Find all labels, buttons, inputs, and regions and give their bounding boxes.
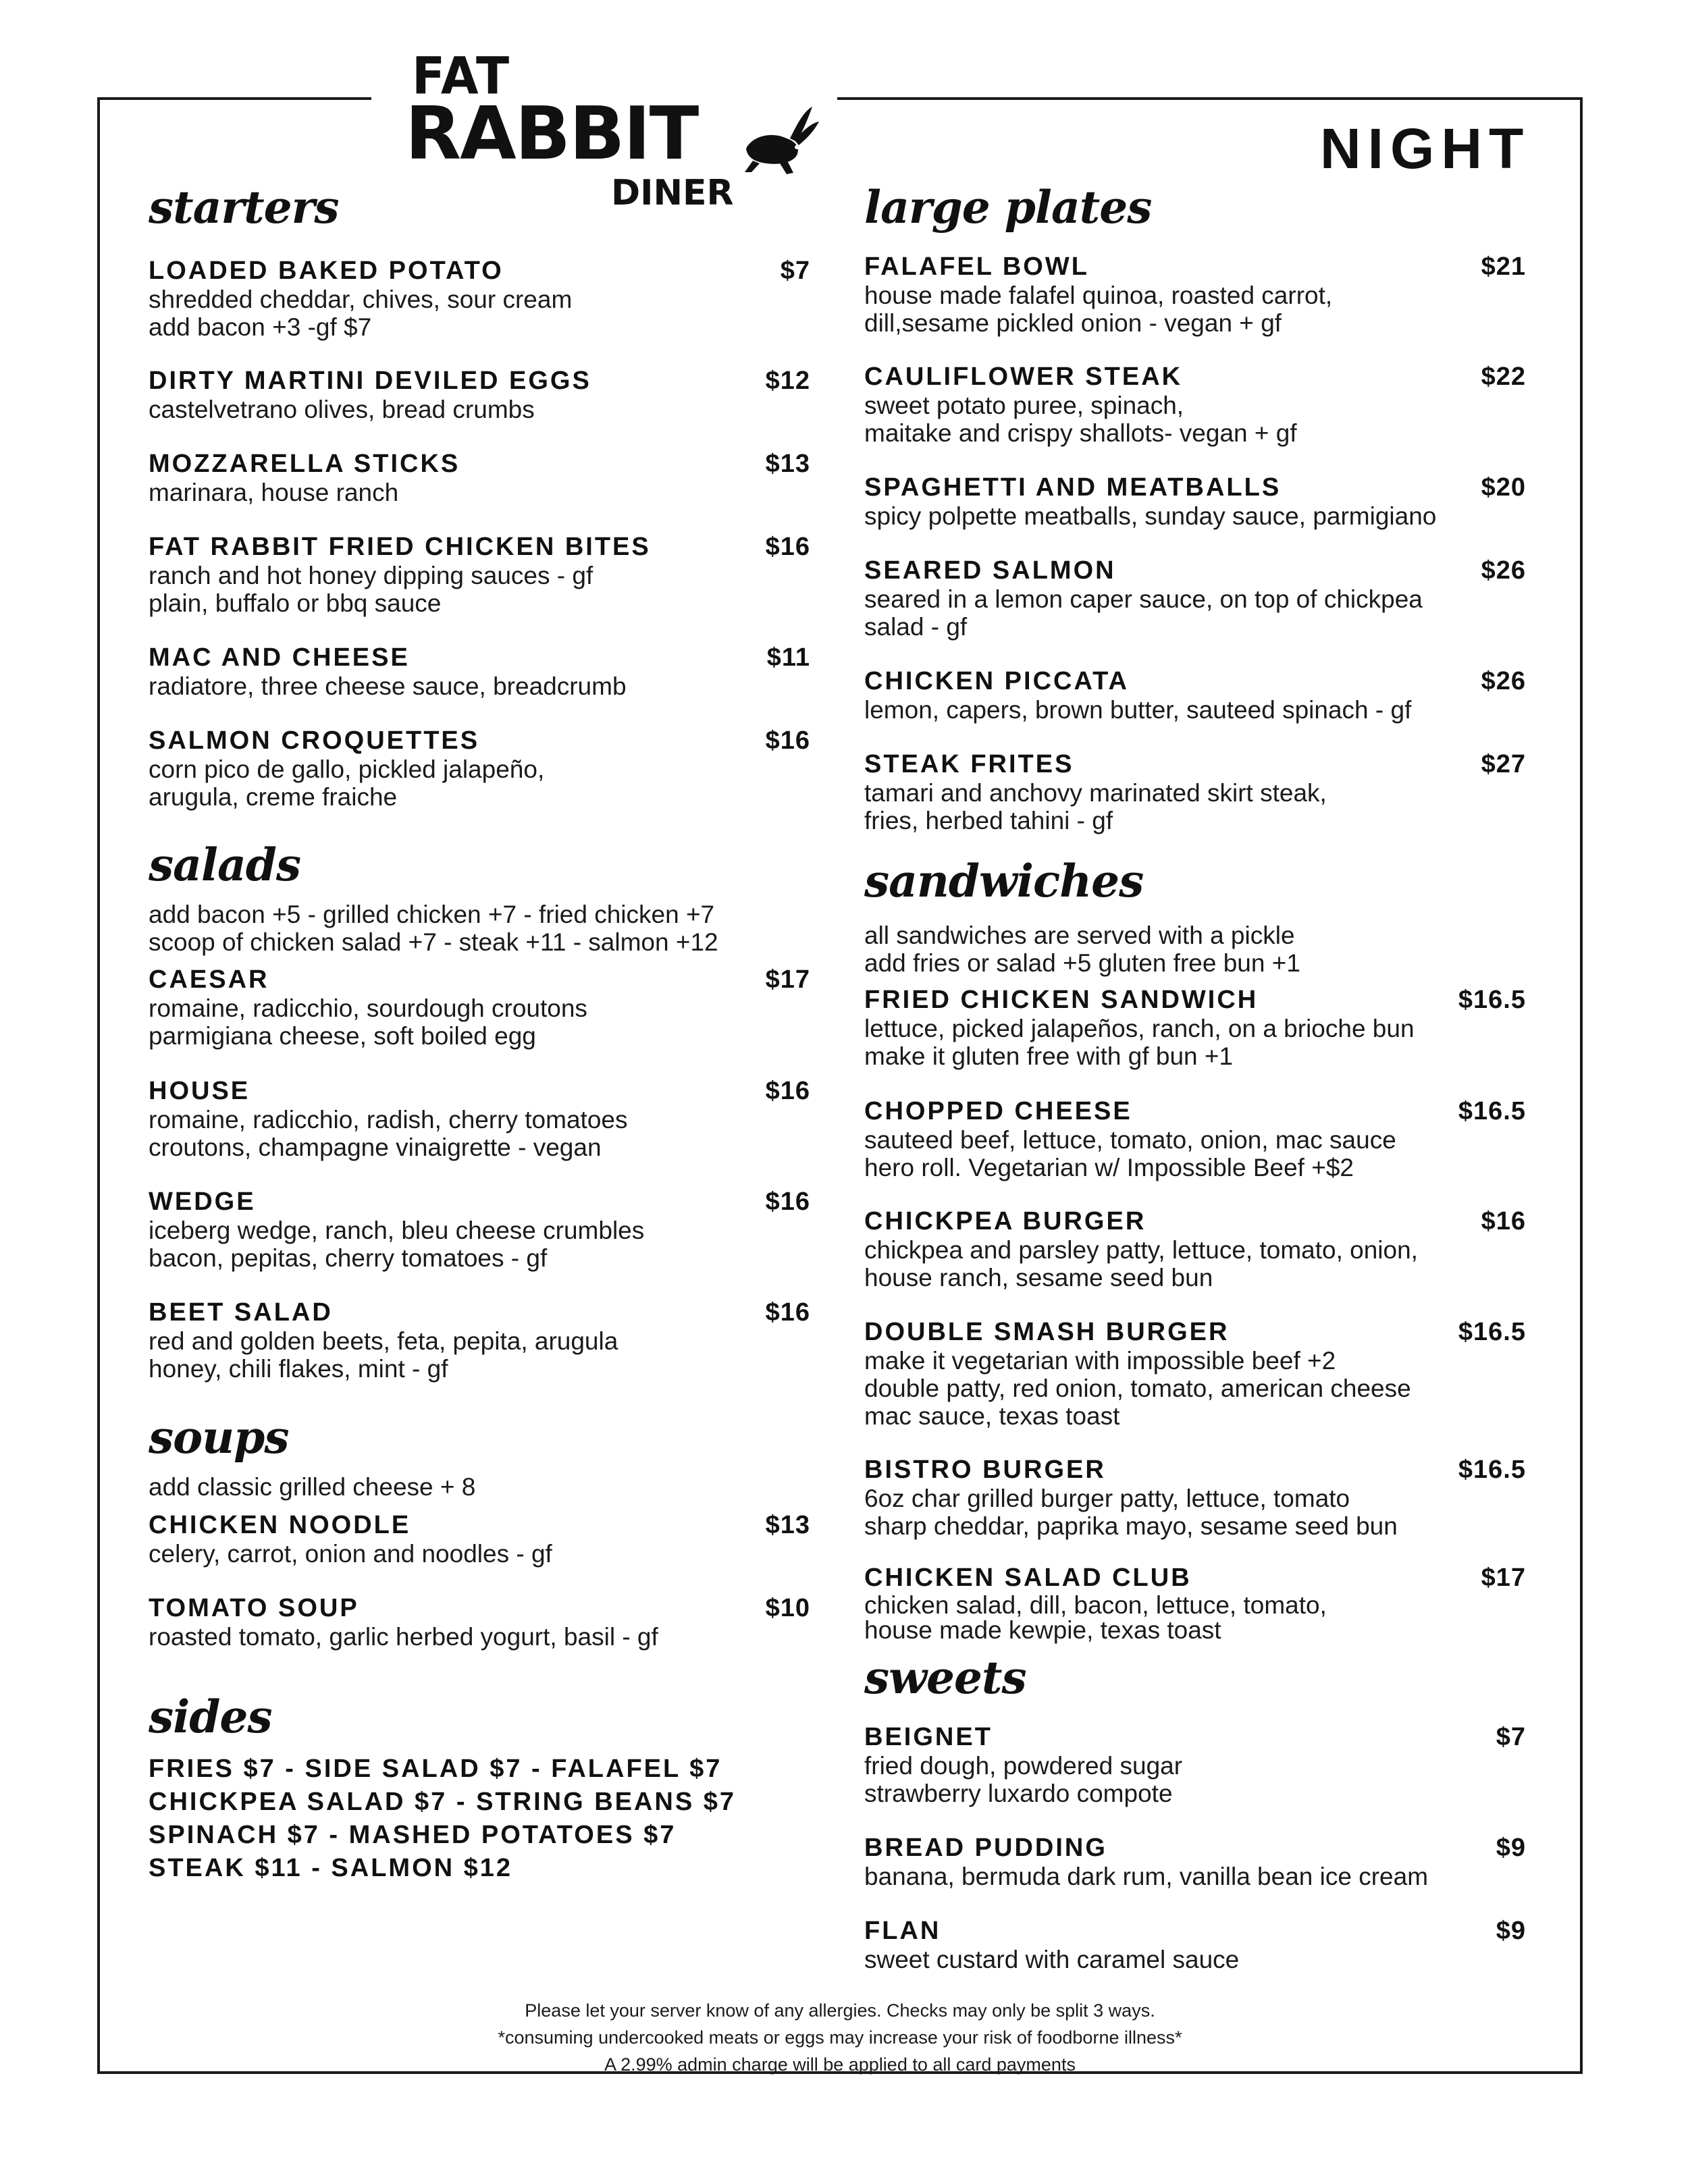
item-description: corn pico de gallo, pickled jalapeño, arugula, creme fraiche — [149, 755, 545, 811]
item-price: $16 — [765, 1188, 810, 1216]
item-name: BREAD PUDDING — [864, 1834, 1107, 1862]
item-name: FRIED CHICKEN SANDWICH — [864, 986, 1259, 1014]
menu-item — [149, 965, 810, 1050]
item-description: spicy polpette meatballs, sunday sauce, parmigiano — [864, 502, 1437, 530]
menu-item — [149, 1298, 810, 1383]
item-price: $10 — [765, 1594, 810, 1622]
item-description: castelvetrano olives, bread crumbs — [149, 396, 535, 423]
item-price: $26 — [1481, 667, 1526, 695]
item-name: FALAFEL BOWL — [864, 252, 1089, 281]
menu-item — [864, 1917, 1526, 1973]
item-name: CHOPPED CHEESE — [864, 1097, 1132, 1125]
item-name: SEARED SALMON — [864, 556, 1116, 585]
item-name: DOUBLE SMASH BURGER — [864, 1318, 1230, 1346]
item-description: make it vegetarian with impossible beef +2 double patty, red onion, tomato, american cheese mac sauce, texas toast — [864, 1347, 1411, 1430]
item-name: FAT RABBIT FRIED CHICKEN BITES — [149, 533, 651, 561]
footer-health-warning: *consuming undercooked meats or eggs may increase your risk of foodborne illness* — [498, 2027, 1182, 2048]
item-price: $11 — [766, 643, 810, 672]
item-description: marinara, house ranch — [149, 479, 399, 506]
item-price: $16 — [765, 533, 810, 561]
item-description: tamari and anchovy marinated skirt steak, fries, herbed tahini - gf — [864, 779, 1327, 834]
logo-diner: DINER — [611, 173, 734, 213]
menu-item — [149, 367, 810, 423]
menu-item — [864, 1564, 1526, 1643]
section-title-large-plates: large plates — [864, 181, 1152, 234]
item-description: banana, bermuda dark rum, vanilla bean ice cream — [864, 1863, 1429, 1890]
menu-item — [864, 363, 1526, 447]
menu-item — [149, 1188, 810, 1272]
menu-item — [864, 1097, 1526, 1181]
item-description: roasted tomato, garlic herbed yogurt, basil - gf — [149, 1623, 658, 1651]
menu-item — [149, 1594, 810, 1651]
service-label: NIGHT — [1320, 117, 1531, 180]
item-price: $16.5 — [1458, 986, 1526, 1014]
menu-item — [864, 473, 1526, 530]
item-description: sweet potato puree, spinach, maitake and crispy shallots- vegan + gf — [864, 392, 1297, 447]
section-title-starters: starters — [149, 181, 339, 234]
rabbit-icon — [733, 101, 820, 176]
item-name: HOUSE — [149, 1077, 250, 1105]
section-title-sweets: sweets — [864, 1651, 1026, 1704]
salads-addons-note: add bacon +5 - grilled chicken +7 - fried chicken +7 scoop of chicken salad +7 - steak +11 - salmon +12 — [149, 901, 718, 956]
item-description: lemon, capers, brown butter, sauteed spinach - gf — [864, 696, 1412, 724]
item-price: $9 — [1496, 1834, 1526, 1862]
item-name: CHICKEN NOODLE — [149, 1511, 411, 1539]
item-description: red and golden beets, feta, pepita, arugula honey, chili flakes, mint - gf — [149, 1327, 618, 1383]
footer-allergy-note: Please let your server know of any allergies. Checks may only be split 3 ways. — [525, 2000, 1155, 2021]
item-name: CHICKEN SALAD CLUB — [864, 1564, 1192, 1592]
item-price: $16 — [1481, 1207, 1526, 1235]
menu-item — [149, 726, 810, 811]
item-description: chickpea and parsley patty, lettuce, tomato, onion, house ranch, sesame seed bun — [864, 1236, 1418, 1291]
menu-item — [864, 1834, 1526, 1890]
menu-item — [864, 1723, 1526, 1807]
item-price: $7 — [1496, 1723, 1526, 1751]
item-price: $16 — [765, 1077, 810, 1105]
item-price: $9 — [1496, 1917, 1526, 1945]
item-name: FLAN — [864, 1917, 941, 1945]
item-name: SPAGHETTI AND MEATBALLS — [864, 473, 1282, 502]
item-description: chicken salad, dill, bacon, lettuce, tomato, house made kewpie, texas toast — [864, 1591, 1327, 1644]
menu-item — [864, 986, 1526, 1070]
menu-item — [864, 1207, 1526, 1291]
menu-item — [149, 450, 810, 506]
menu-item — [864, 1456, 1526, 1540]
item-description: sauteed beef, lettuce, tomato, onion, mac sauce hero roll. Vegetarian w/ Impossible Beef +$2 — [864, 1126, 1396, 1181]
section-title-soups: soups — [149, 1411, 289, 1464]
item-name: TOMATO SOUP — [149, 1594, 359, 1622]
footer-card-fee: A 2.99% admin charge will be applied to all card payments — [604, 2054, 1076, 2075]
item-price: $17 — [1481, 1564, 1526, 1592]
item-name: SALMON CROQUETTES — [149, 726, 480, 755]
item-price: $16 — [765, 726, 810, 755]
item-name: MOZZARELLA STICKS — [149, 450, 460, 478]
item-price: $27 — [1481, 750, 1526, 778]
section-title-sides: sides — [149, 1690, 272, 1743]
soups-addon-note: add classic grilled cheese + 8 — [149, 1473, 476, 1501]
item-name: MAC AND CHEESE — [149, 643, 410, 672]
logo-rabbit: RABBIT — [405, 92, 698, 176]
menu-item — [149, 1077, 810, 1161]
item-price: $13 — [765, 450, 810, 478]
item-description: romaine, radicchio, sourdough croutons parmigiana cheese, soft boiled egg — [149, 994, 587, 1050]
menu-item — [864, 556, 1526, 641]
menu-item — [149, 533, 810, 617]
item-price: $7 — [780, 257, 810, 285]
item-price: $21 — [1481, 252, 1526, 281]
item-name: BEET SALAD — [149, 1298, 333, 1327]
sandwiches-note: all sandwiches are served with a pickle add fries or salad +5 gluten free bun +1 — [864, 922, 1300, 977]
item-description: iceberg wedge, ranch, bleu cheese crumbles bacon, pepitas, cherry tomatoes - gf — [149, 1217, 645, 1272]
item-name: BEIGNET — [864, 1723, 993, 1751]
item-description: seared in a lemon caper sauce, on top of chickpea salad - gf — [864, 585, 1423, 641]
item-description: house made falafel quinoa, roasted carrot, dill,sesame pickled onion - vegan + gf — [864, 282, 1333, 337]
item-description: ranch and hot honey dipping sauces - gf plain, buffalo or bbq sauce — [149, 562, 594, 617]
logo-fat: FAT — [412, 45, 511, 106]
item-description: sweet custard with caramel sauce — [864, 1946, 1240, 1973]
item-description: romaine, radicchio, radish, cherry tomatoes croutons, champagne vinaigrette - vegan — [149, 1106, 628, 1161]
item-price: $16.5 — [1458, 1318, 1526, 1346]
fat-rabbit-logo — [405, 41, 824, 223]
item-description: lettuce, picked jalapeños, ranch, on a brioche bun make it gluten free with gf bun +1 — [864, 1015, 1415, 1070]
section-title-sandwiches: sandwiches — [864, 855, 1144, 907]
sides-list: FRIES $7 - SIDE SALAD $7 - FALAFEL $7 CHICKPEA SALAD $7 - STRING BEANS $7 SPINACH $7 - MASHED POTATOES $7 STEAK $11 - SALMON $12 — [149, 1755, 737, 1882]
item-description: fried dough, powdered sugar strawberry luxardo compote — [864, 1752, 1183, 1807]
item-name: CHICKPEA BURGER — [864, 1207, 1146, 1235]
menu-item — [864, 1318, 1526, 1430]
menu-item — [149, 257, 810, 341]
section-title-salads: salads — [149, 838, 301, 891]
item-name: CAESAR — [149, 965, 269, 994]
item-description: 6oz char grilled burger patty, lettuce, tomato sharp cheddar, paprika mayo, sesame seed bun — [864, 1485, 1398, 1540]
item-price: $16.5 — [1458, 1097, 1526, 1125]
menu-item — [864, 252, 1526, 337]
item-price: $12 — [765, 367, 810, 395]
item-price: $17 — [765, 965, 810, 994]
menu-item — [149, 1511, 810, 1568]
item-name: WEDGE — [149, 1188, 256, 1216]
menu-item — [864, 750, 1526, 834]
item-price: $16 — [765, 1298, 810, 1327]
item-price: $16.5 — [1458, 1456, 1526, 1484]
item-description: celery, carrot, onion and noodles - gf — [149, 1540, 552, 1568]
item-name: LOADED BAKED POTATO — [149, 257, 504, 285]
item-description: shredded cheddar, chives, sour cream add bacon +3 -gf $7 — [149, 286, 573, 341]
item-price: $26 — [1481, 556, 1526, 585]
item-price: $22 — [1481, 363, 1526, 391]
item-name: STEAK FRITES — [864, 750, 1074, 778]
item-name: BISTRO BURGER — [864, 1456, 1106, 1484]
menu-item — [864, 667, 1526, 724]
item-price: $20 — [1481, 473, 1526, 502]
item-name: DIRTY MARTINI DEVILED EGGS — [149, 367, 591, 395]
item-price: $13 — [765, 1511, 810, 1539]
item-name: CHICKEN PICCATA — [864, 667, 1129, 695]
menu-item — [149, 643, 810, 700]
item-description: radiatore, three cheese sauce, breadcrumb — [149, 672, 627, 700]
item-name: CAULIFLOWER STEAK — [864, 363, 1183, 391]
